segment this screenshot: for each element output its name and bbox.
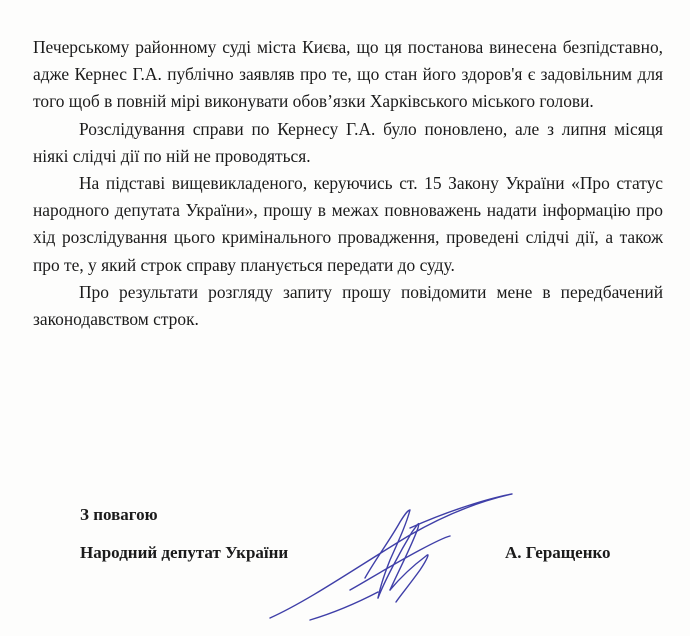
- closing-greeting: З повагою: [80, 505, 158, 524]
- letter-body: [33, 34, 663, 333]
- signer-name: А. Геращенко: [505, 543, 611, 562]
- handwritten-signature: [250, 480, 530, 630]
- paragraph-1: Печерському районному суді міста Києва, що ця постанова винесена безпідставно, адже Кернес Г.А. публічно заявляв про те, що стан його здоров'я є задовільним для того щоб в повній мірі виконувати обов’язки Харківського міського голови.: [33, 37, 663, 112]
- paragraph-3: На підставі вищевикладеного, керуючись ст. 15 Закону України «Про статус народного депутата України», прошу в межах повноважень надати інформацію про хід розслідування цього кримінального провадження, проведені слідчі дії, а також про те, у який строк справу планується передати до суду.: [33, 173, 663, 275]
- signer-title: Народний депутат України: [80, 543, 289, 562]
- paragraph-4: Про результати розгляду запиту прошу повідомити мене в передбачений законодавством строк.: [33, 281, 663, 330]
- paragraph-2: Розслідування справи по Кернесу Г.А. було поновлено, але з липня місяця ніякі слідчі дії по ній не проводяться.: [33, 118, 663, 166]
